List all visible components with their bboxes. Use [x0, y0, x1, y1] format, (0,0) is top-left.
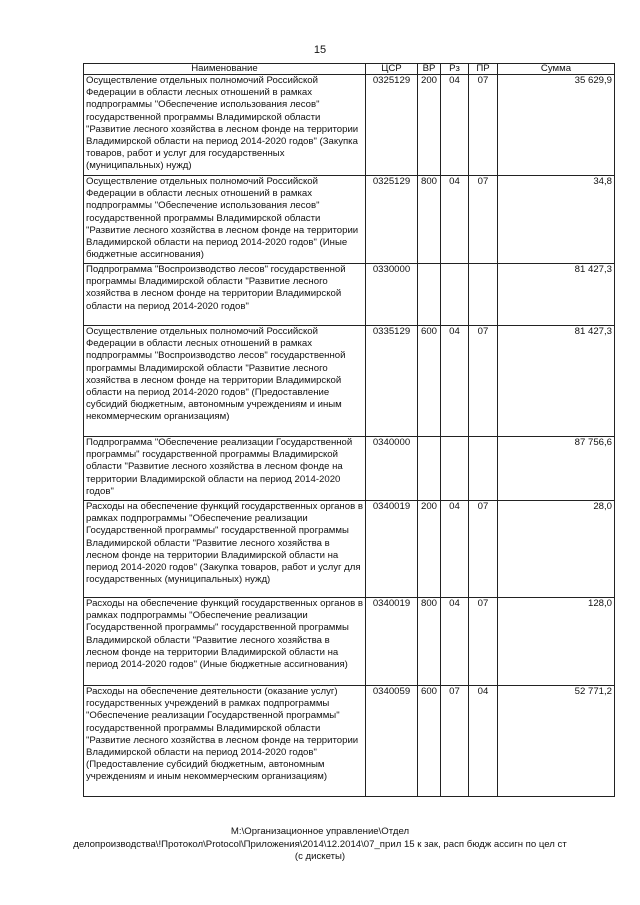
row-name: Подпрограмма "Воспроизводство лесов" государственной программы Владимирской области "Развитие лесного хозяйства в лесном фонде на территории Владимирской области на период 2014-2020 годов"	[84, 264, 366, 326]
row-vr	[418, 437, 441, 501]
row-vr: 200	[418, 75, 441, 176]
row-vr	[418, 264, 441, 326]
row-name: Осуществление отдельных полномочий Российской Федерации в области лесных отношений в рамках подпрограммы "Обеспечение использования лесов" государственной программы Владимирской области "Развитие лесного хозяйства в лесном фонде на территории Владимирской области на период 2014-2020 годов" (Иные бюджетные ассигнования)	[84, 176, 366, 264]
row-csr: 0340000	[366, 437, 418, 501]
row-csr: 0340019	[366, 501, 418, 598]
row-sum: 52 771,2	[498, 686, 615, 797]
row-pr	[469, 437, 498, 501]
row-pr: 07	[469, 176, 498, 264]
row-sum: 34,8	[498, 176, 615, 264]
row-rz: 07	[441, 686, 469, 797]
row-sum: 87 756,6	[498, 437, 615, 501]
row-vr: 200	[418, 501, 441, 598]
row-rz: 04	[441, 598, 469, 686]
row-csr: 0325129	[366, 176, 418, 264]
table-row	[84, 75, 615, 176]
row-rz: 04	[441, 75, 469, 176]
row-rz	[441, 264, 469, 326]
row-vr: 800	[418, 176, 441, 264]
footer-line-1: M:\Организационное управление\Отдел	[230, 826, 410, 837]
row-sum: 28,0	[498, 501, 615, 598]
row-vr: 800	[418, 598, 441, 686]
row-pr: 04	[469, 686, 498, 797]
table-row	[84, 686, 615, 797]
row-csr: 0330000	[366, 264, 418, 326]
row-name: Осуществление отдельных полномочий Российской Федерации в области лесных отношений в рамках подпрограммы "Обеспечение использования лесов" государственной программы Владимирской области "Развитие лесного хозяйства в лесном фонде на территории Владимирской области на период 2014-2020 годов" (Закупка товаров, работ и услуг для государственных (муниципальных) нужд)	[84, 75, 366, 176]
header-sum: Сумма	[498, 64, 615, 75]
row-csr: 0340019	[366, 598, 418, 686]
table-row	[84, 326, 615, 437]
row-vr: 600	[418, 686, 441, 797]
row-pr: 07	[469, 326, 498, 437]
row-csr: 0325129	[366, 75, 418, 176]
row-sum: 81 427,3	[498, 326, 615, 437]
row-csr: 0340059	[366, 686, 418, 797]
row-rz	[441, 437, 469, 501]
table-row	[84, 598, 615, 686]
header-csr: ЦСР	[366, 64, 418, 75]
header-vr: ВР	[418, 64, 441, 75]
table-row	[84, 176, 615, 264]
table-row	[84, 437, 615, 501]
table-header-row	[84, 64, 615, 75]
row-rz: 04	[441, 326, 469, 437]
header-pr: ПР	[469, 64, 498, 75]
row-sum: 35 629,9	[498, 75, 615, 176]
row-pr: 07	[469, 75, 498, 176]
table-row	[84, 264, 615, 326]
row-sum: 81 427,3	[498, 264, 615, 326]
page-number: 15	[313, 44, 327, 56]
header-rz: Рз	[441, 64, 469, 75]
budget-table	[83, 63, 615, 797]
row-vr: 600	[418, 326, 441, 437]
row-pr	[469, 264, 498, 326]
row-rz: 04	[441, 176, 469, 264]
header-name: Наименование	[84, 64, 366, 75]
row-name: Осуществление отдельных полномочий Российской Федерации в области лесных отношений в рамках подпрограммы "Воспроизводство лесов" государственной программы Владимирской области "Развитие лесного хозяйства в лесном фонде на территории Владимирской области на период 2014-2020 годов" (Предоставление субсидий бюджетным, автономным учреждениям и иным некоммерческим организациям)	[84, 326, 366, 437]
footer-line-3: (с дискеты)	[294, 851, 346, 862]
row-csr: 0335129	[366, 326, 418, 437]
file-path-footer	[0, 826, 640, 864]
row-pr: 07	[469, 598, 498, 686]
row-sum: 128,0	[498, 598, 615, 686]
table-row	[84, 501, 615, 598]
row-name: Подпрограмма "Обеспечение реализации Государственной программы" государственной программы Владимирской области "Развитие лесного хозяйства в лесном фонде на территории Владимирской области на период 2014-2020 годов"	[84, 437, 366, 501]
row-name: Расходы на обеспечение деятельности (оказание услуг) государственных учреждений в рамках подпрограммы "Обеспечение реализации Государственной программы" государственной программы Владимирской области "Развитие лесного хозяйства в лесном фонде на территории Владимирской области на период 2014-2020 годов" (Предоставление субсидий бюджетным, автономным учреждениям и иным некоммерческим организациям)	[84, 686, 366, 797]
row-name: Расходы на обеспечение функций государственных органов в рамках подпрограммы "Обеспечение реализации Государственной программы" государственной программы Владимирской области "Развитие лесного хозяйства в лесном фонде на территории Владимирской области на период 2014-2020 годов" (Закупка товаров, работ и услуг для государственных (муниципальных) нужд)	[84, 501, 366, 598]
footer-line-2: делопроизводства\!Протокол\Protocol\Приложения\2014\12.2014\07_прил 15 к зак, расп бюдж ассигн по цел ст	[73, 838, 567, 850]
row-rz: 04	[441, 501, 469, 598]
row-name: Расходы на обеспечение функций государственных органов в рамках подпрограммы "Обеспечение реализации Государственной программы" государственной программы Владимирской области "Развитие лесного хозяйства в лесном фонде на территории Владимирской области на период 2014-2020 годов" (Иные бюджетные ассигнования)	[84, 598, 366, 686]
row-pr: 07	[469, 501, 498, 598]
